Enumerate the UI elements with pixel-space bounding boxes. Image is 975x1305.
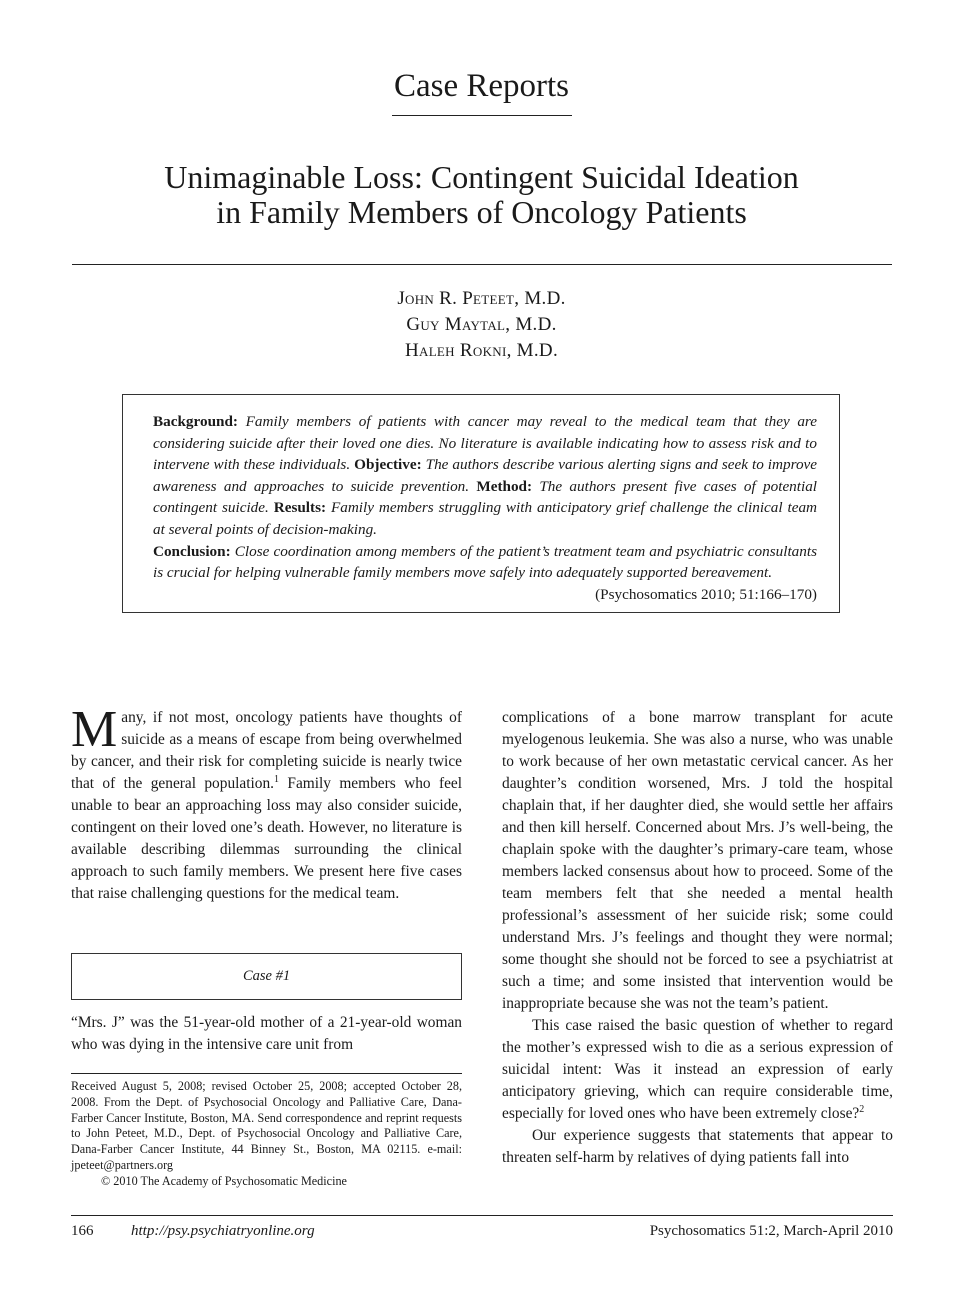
citation: (Psychosomatics 2010; 51:166–170) (595, 585, 817, 603)
footnote-divider (71, 1073, 462, 1074)
article-notes (71, 1079, 462, 1190)
reference-2[interactable]: 2 (859, 1103, 865, 1115)
intro-text-continued: Family members who feel unable to bear an approaching loss may also consider suicide, contingent on their loved one’s death. However, no literature is available describing dilemmas surrounding the clinical approach to such family members. We present here five cases that raise challenging questions for the medical team. (71, 775, 463, 902)
title-line-2: in Family Members of Oncology Patients (216, 194, 747, 230)
section-heading: Case Reports (393, 68, 570, 104)
section-underline (392, 115, 572, 116)
results-label: Results: (273, 499, 327, 517)
title-line-1: Unimaginable Loss: Contingent Suicidal Ideation (164, 159, 799, 195)
footer-divider (71, 1215, 893, 1216)
author-list (0, 286, 963, 364)
author-3: Haleh Rokni, M.D. (404, 340, 558, 361)
abstract-box (122, 394, 840, 613)
conclusion-label: Conclusion: (153, 542, 231, 560)
author-2: Guy Maytal, M.D. (406, 314, 557, 335)
right-column (502, 707, 893, 1169)
intro-text: any, if not most, oncology patients have thoughts of suicide as a means of escape from being overwhelmed by cancer, and their risk for completing suicide is nearly twice that of the general population. (71, 709, 462, 792)
paper-title (60, 160, 903, 230)
right-paragraph-1: complications of a bone marrow transplant for acute myelogenous leukemia. She was also a nurse, who was unable to work because of her own metastatic cervical cancer. As her daughter’s condition worsened, Mrs. J told the hospital chaplain that, if her daughter died, she would settle her affairs and then kill herself. Concerned about Mrs. J’s well-being, the chaplain spoke with the daughter’s primary-care team, whose members lacked consensus about how to proceed. Some of the team members felt that she needed a mental health professional’s assessment of her suicide risk; some could understand Mrs. J’s feelings and thought they were normal; some thought she should not be forced to see a psychiatrist at such a time; and some insisted that intervention would be inappropriate because she was not the team’s patient. (502, 709, 893, 1012)
journal-issue: Psychosomatics 51:2, March-April 2010 (649, 1223, 893, 1239)
case-heading-box (71, 953, 462, 1000)
intro-paragraph (71, 701, 463, 905)
method-label: Method: (476, 477, 533, 495)
objective-text: The authors describe various alerting signs and seek to improve awareness and approaches to suicide prevention. (153, 456, 818, 495)
background-text: Family members of patients with cancer may reveal to the medical team that they are considering suicide after their loved one dies. No literature is available indicating how to assess risk and to intervene with these individuals. (153, 413, 817, 474)
drop-cap: M (71, 701, 118, 758)
author-1: John R. Peteet, M.D. (397, 288, 566, 309)
right-paragraph-2-text: This case raised the basic question of whether to regard the mother’s expressed wish to die as a serious expression of suicidal intent: Was it instead an expression of early anticipatory grieving, which can require considerable time, especially for loved ones who have been extremely close? (502, 1017, 893, 1122)
case-heading: Case #1 (242, 968, 291, 984)
objective-label: Objective: (354, 456, 422, 474)
method-text: The authors present five cases of potential contingent suicide. (153, 477, 818, 517)
right-paragraph-3: Our experience suggests that statements that appear to threaten self-harm by relatives of dying patients fall into (502, 1127, 893, 1166)
background-label: Background: (153, 413, 238, 430)
title-divider (72, 264, 892, 265)
results-text: Family members struggling with anticipatory grief challenge the clinical team at several points of decision-making. (153, 499, 818, 538)
reference-1[interactable]: 1 (274, 773, 280, 785)
conclusion-text: Close coordination among members of the patient’s treatment team and psychiatric consultants is crucial for helping vulnerable family members move safely into adequately supported bereavement. (153, 542, 817, 582)
copyright-note: © 2010 The Academy of Psychosomatic Medicine (101, 1173, 347, 1188)
page-number: 166 (71, 1223, 94, 1239)
case-text: “Mrs. J” was the 51-year-old mother of a 21-year-old woman who was dying in the intensive care unit from (71, 1014, 462, 1053)
received-note: Received August 5, 2008; revised October 25, 2008; accepted October 28, 2008. From the Dept. of Psychosocial Oncology and Palliative Care, Dana-Farber Cancer Institute, Boston, MA. Send correspondence and reprint requests to John Peteet, M.D., Dept. of Psychosocial Oncology and Palliative Care, Dana-Farber Cancer Institute, 44 Binney St., Boston, MA 02115. e-mail: jpeteet@partners.org (71, 1079, 462, 1172)
abstract-text (153, 411, 817, 605)
journal-url-link[interactable]: http://psy.psychiatryonline.org (131, 1223, 315, 1239)
right-paragraph-2 (502, 1015, 893, 1125)
case-paragraph (71, 1012, 462, 1056)
